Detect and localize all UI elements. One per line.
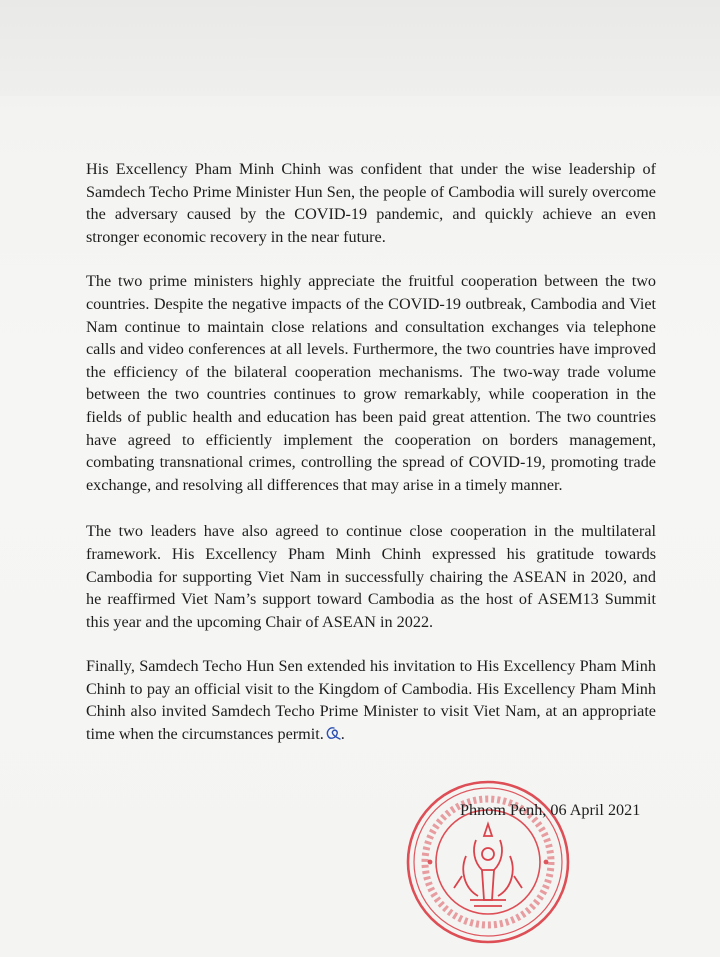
handwritten-initial-icon: [325, 725, 341, 741]
paragraph-1: His Excellency Pham Minh Chinh was confident that under the wise leadership of Samdech Techo Prime Minister Hun Sen, the people of Cambodia will surely overcome the adversary caused by the COVID-19 pandemic, and quickly achieve an even stronger economic recovery in the near future.: [86, 160, 656, 246]
paragraph-4: [86, 655, 656, 745]
letter-body: [86, 158, 656, 768]
place-and-date: Phnom Penh, 06 April 2021: [460, 801, 641, 819]
paragraph-4-text: Finally, Samdech Techo Hun Sen extended his invitation to His Excellency Pham Minh Chinh to pay an official visit to the Kingdom of Cambodia. His Excellency Pham Minh Chinh also invited Samdech Techo Prime Minister to visit Viet Nam, at an appropriate time when the circumstances permit.: [86, 657, 656, 744]
final-period: .: [340, 725, 345, 744]
top-blank-area: [0, 0, 720, 96]
paragraph-3: The two leaders have also agreed to continue close cooperation in the multilateral framework. His Excellency Pham Minh Chinh expressed his gratitude towards Cambodia for supporting Viet Nam in successfully chairing the ASEAN in 2020, and he reaffirmed Viet Nam’s support toward Cambodia as the host of ASEM13 Summit this year and the upcoming Chair of ASEAN in 2022.: [86, 522, 656, 631]
paragraph-2: The two prime ministers highly appreciate the fruitful cooperation between the two countries. Despite the negative impacts of the COVID-19 outbreak, Cambodia and Viet Nam continue to maintain close relations and consultation exchanges via telephone calls and video conferences at all levels. Furthermore, the two countries have improved the efficiency of the bilateral cooperation mechanisms. The two-way trade volume between the two countries continues to grow remarkably, while cooperation in the fields of public health and education has been paid great attention. The two countries have agreed to efficiently implement the cooperation on borders management, combating transnational crimes, controlling the spread of COVID-19, promoting trade exchange, and resolving all differences that may arise in a timely manner.: [86, 272, 656, 494]
